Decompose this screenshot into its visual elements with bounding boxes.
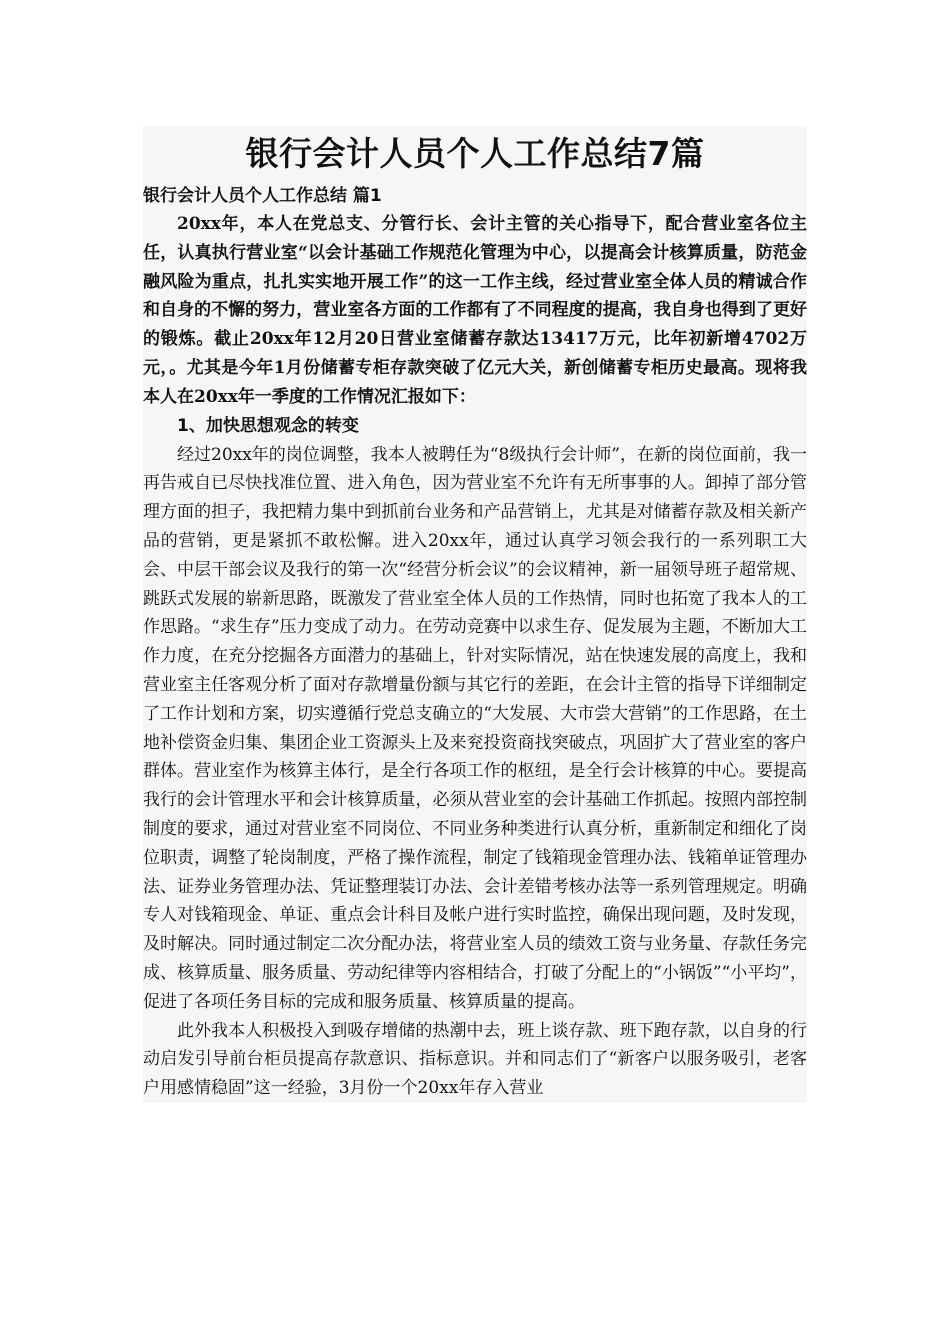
- section-heading: 1、加快思想观念的转变: [177, 415, 359, 436]
- body-paragraph: 经过20xx年的岗位调整，我本人被聘任为“8级执行会计师”，在新的岗位面前，我一再告戒自已尽快找准位置、进入角色，因为营业室不允许有无所事事的人。卸掉了部分管理方面的担子，我把精力集中到抓前台业务和产品营销上，尤其是对储蓄存款及相关新产品的营销，更是紧抓不敢松懈。进入20xx年，通过认真学习领会我行的一系列职工大会、中层干部会议及我行的第一次“经营分析会议”的会议精神，新一届领导班子超常规、跳跃式发展的崭新思路，既激发了营业室全体人员的工作热情，同时也拓宽了我本人的工作思路。“求生存”压力变成了动力。在劳动竞赛中以求生存、促发展为主题，不断加大工作力度，在充分挖掘各方面潜力的基础上，针对实际情况，站在快速发展的高度上，我和营业室主任客观分析了面对存款增量份额与其它行的差距，在会计主管的指导下详细制定了工作计划和方案，切实遵循行党总支确立的“大发展、大市尝大营销”的工作思路，在土地补偿资金归集、集团企业工资源头上及来兖投资商找突破点，巩固扩大了营业室的客户群体。营业室作为核算主体行，是全行各项工作的枢纽，是全行会计核算的中心。要提高我行的会计管理水平和会计核算质量，必须从营业室的会计基础工作抓起。按照内部控制制度的要求，通过对营业室不同岗位、不同业务种类进行认真分析，重新制定和细化了岗位职责，调整了轮岗制度，严格了操作流程，制定了钱箱现金管理办法、钱箱单证管理办法、证券业务管理办法、凭证整理装订办法、会计差错考核办法等一系列管理规定。明确专人对钱箱现金、单证、重点会计科目及帐户进行实时监控，确保出现问题，及时发现，及时解决。同时通过制定二次分配办法，将营业室人员的绩效工资与业务量、存款任务完成、核算质量、服务质量、劳动纪律等内容相结合，打破了分配上的“小锅饭”“小平均”，促进了各项任务目标的完成和服务质量、核算质量的提高。: [143, 444, 808, 1012]
- document-title: 银行会计人员个人工作总结7篇: [245, 134, 705, 173]
- intro-paragraph: 20xx年，本人在党总支、分管行长、会计主管的关心指导下，配合营业室各位主任，认真执行营业室“以会计基础工作规范化管理为中心，以提高会计核算质量，防范金融风险为重点，扎扎实实地开展工作”的这一工作主线，经过营业室全体人员的精诚合作和自身的不懈的努力，营业室各方面的工作都有了不同程度的提高，我自身也得到了更好的锻炼。截止20xx年12月20日营业室储蓄存款达13417万元，比年初新增4702万元，。尤其是今年1月份储蓄专柜存款突破了亿元大关，新创储蓄专柜历史最高。现将我本人在20xx年一季度的工作情况汇报如下：: [143, 214, 807, 407]
- section-subtitle: 银行会计人员个人工作总结 篇1: [143, 186, 382, 206]
- body-paragraph: 此外我本人积极投入到吸存增储的热潮中去，班上谈存款、班下跑存款，以自身的行动启发引导前台柜员提高存款意识、指标意识。并和同志们了“新客户以服务吸引，老客户用感情稳固”这一经验，3月份一个20xx年存入营业: [143, 1020, 807, 1099]
- document-page: [143, 126, 807, 1103]
